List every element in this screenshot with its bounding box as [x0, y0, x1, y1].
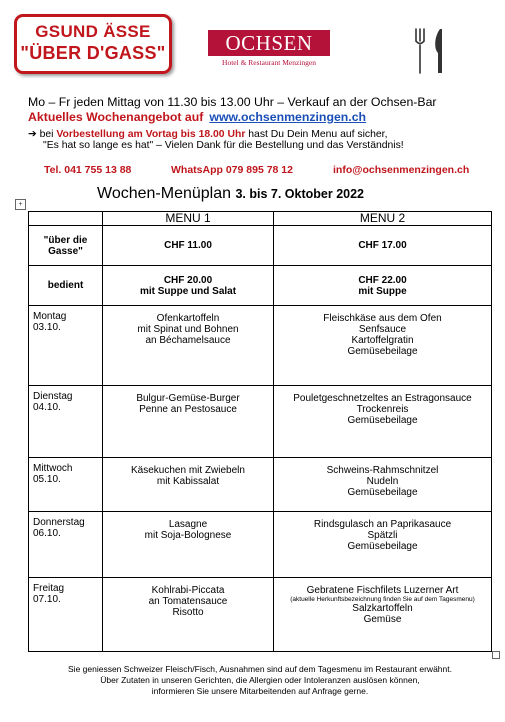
menu1-cell	[103, 306, 274, 386]
menu1-cell	[103, 458, 274, 512]
day-cell	[29, 458, 103, 512]
day-cell	[29, 306, 103, 386]
header-menu1: MENU 1	[103, 212, 274, 226]
price-menu1: CHF 11.00	[103, 226, 274, 266]
dish-line: mit Spinat und Bohnen	[137, 324, 239, 335]
badge-line2: "ÜBER D'GASS"	[20, 43, 166, 63]
day-name: Montag	[33, 311, 67, 322]
day-cell	[29, 386, 103, 458]
fork-knife-icon	[410, 27, 450, 75]
table-header-row	[29, 212, 492, 226]
dish-line: Gebratene Fischfilets Luzerner Art	[306, 585, 459, 596]
dish-line: Kohlrabi-Piccata	[151, 585, 225, 596]
day-date: 06.10.	[33, 528, 61, 539]
preorder-line	[28, 128, 387, 140]
dish-line: Senfsauce	[358, 324, 407, 335]
price-menu1	[103, 266, 274, 306]
price-extra: mit Suppe und Salat	[139, 285, 237, 297]
dish-line: Schweins-Rahmschnitzel	[326, 465, 439, 476]
table-resize-handle[interactable]	[492, 651, 500, 659]
header-menu2: MENU 2	[274, 212, 492, 226]
dish-line: Gemüse	[363, 614, 402, 625]
table-move-handle-icon[interactable]: +	[15, 199, 26, 210]
dish-line: an Tomatensauce	[148, 596, 228, 607]
dish-line: Käsekuchen mit Zwiebeln	[131, 465, 245, 476]
menu1-cell	[103, 512, 274, 578]
dish-line: mit Kabissalat	[156, 476, 220, 487]
footer-line3: informieren Sie unsere Mitarbeitenden auf Anfrage gerne.	[151, 686, 369, 696]
opening-hours: Mo – Fr jeden Mittag von 11.30 bis 13.00 Uhr – Verkauf an der Ochsen-Bar	[28, 95, 437, 109]
menu2-cell	[274, 578, 492, 652]
price-extra: mit Suppe	[358, 285, 407, 297]
table-row-tuesday	[29, 386, 492, 458]
menu-plan-title	[97, 185, 364, 203]
dish-line: Bulgur-Gemüse-Burger	[136, 393, 240, 404]
badge-line1: GSUND ÄSSE	[35, 22, 151, 41]
menu2-cell	[274, 306, 492, 386]
ochsen-logo	[208, 30, 330, 67]
table-row-monday	[29, 306, 492, 386]
day-date: 03.10.	[33, 322, 61, 333]
dish-line: Gemüsebeilage	[347, 346, 418, 357]
website-link[interactable]: www.ochsenmenzingen.ch	[209, 110, 367, 124]
price-row-served	[29, 266, 492, 306]
footer-line2: Über Zutaten in unseren Gerichten, die Allergien oder Intoleranzen auslösen können,	[100, 675, 420, 685]
day-name: Dienstag	[33, 391, 73, 402]
dish-line: Salzkartoffeln	[352, 603, 413, 614]
preorder-deadline: Vorbestellung am Vortag bis 18.00 Uhr	[56, 129, 246, 140]
arrow-right-icon: ➔ bei	[28, 129, 54, 140]
logo-subtitle: Hotel & Restaurant Menzingen	[222, 58, 316, 67]
day-cell	[29, 578, 103, 652]
price-menu2: CHF 17.00	[274, 226, 492, 266]
dish-line: Fleischkäse aus dem Ofen	[323, 313, 442, 324]
menu2-cell	[274, 458, 492, 512]
menu1-cell	[103, 386, 274, 458]
price-row-takeaway	[29, 226, 492, 266]
logo-name: OCHSEN	[208, 30, 330, 56]
dish-line: Lasagne	[168, 519, 208, 530]
footer-line1: Sie geniessen Schweizer Fleisch/Fisch, Ausnahmen sind auf dem Tagesmenu im Restaurant erwähnt.	[68, 664, 452, 674]
dish-line: Penne an Pestosauce	[139, 404, 237, 415]
day-date: 07.10.	[33, 594, 61, 605]
menu2-cell	[274, 386, 492, 458]
menu-plan-title-main: Wochen-Menüplan	[97, 185, 232, 202]
dish-line: mit Soja-Bolognese	[144, 530, 232, 541]
dish-line: Gemüsebeilage	[347, 541, 418, 552]
gsund-aesse-badge	[14, 14, 172, 74]
day-name: Donnerstag	[33, 517, 85, 528]
dish-line: Trockenreis	[356, 404, 409, 415]
table-row-wednesday	[29, 458, 492, 512]
thanks-line: "Es hat so lange es hat" – Vielen Dank für die Bestellung und das Verständnis!	[43, 140, 404, 151]
table-row-friday	[29, 578, 492, 652]
day-cell	[29, 512, 103, 578]
day-name: Freitag	[33, 583, 65, 594]
dish-line: Spätzli	[367, 530, 398, 541]
price-menu2	[274, 266, 492, 306]
dish-line: Gemüsebeilage	[347, 415, 418, 426]
contact-tel: Tel. 041 755 13 88	[44, 164, 132, 176]
menu-plan-dates: 3. bis 7. Oktober 2022	[235, 187, 365, 201]
weekly-offer-text: Aktuelles Wochenangebot auf	[28, 110, 204, 124]
dish-line: Pouletgeschnetzeltes an Estragonsauce	[293, 393, 472, 404]
weekly-offer-line	[28, 110, 366, 124]
dish-line: Gemüsebeilage	[347, 487, 418, 498]
menu2-cell	[274, 512, 492, 578]
contact-email[interactable]: info@ochsenmenzingen.ch	[333, 164, 470, 176]
origin-note: (aktuelle Herkunftsbezeichnung finden Sie auf dem Tagesmenu)	[290, 596, 475, 603]
preorder-rest: hast Du Dein Menu auf sicher,	[248, 129, 388, 140]
contact-whatsapp: WhatsApp 079 895 78 12	[171, 164, 293, 176]
dish-line: Ofenkartoffeln	[156, 313, 220, 324]
menu-table	[28, 211, 492, 652]
day-date: 05.10.	[33, 474, 61, 485]
dish-line: Risotto	[172, 607, 204, 618]
price-label: "über die Gasse"	[29, 226, 103, 266]
table-row-thursday	[29, 512, 492, 578]
header-empty-cell	[29, 212, 103, 226]
dish-line: Rindsgulasch an Paprikasauce	[313, 519, 452, 530]
day-date: 04.10.	[33, 402, 61, 413]
dish-line: Nudeln	[366, 476, 399, 487]
price-amount: CHF 22.00	[358, 274, 407, 286]
menu1-cell	[103, 578, 274, 652]
price-amount: CHF 20.00	[163, 274, 213, 286]
day-name: Mittwoch	[33, 463, 73, 474]
footer-note	[28, 664, 492, 697]
price-label: bedient	[29, 266, 103, 306]
dish-line: Kartoffelgratin	[351, 335, 414, 346]
dish-line: an Béchamelsauce	[145, 335, 231, 346]
